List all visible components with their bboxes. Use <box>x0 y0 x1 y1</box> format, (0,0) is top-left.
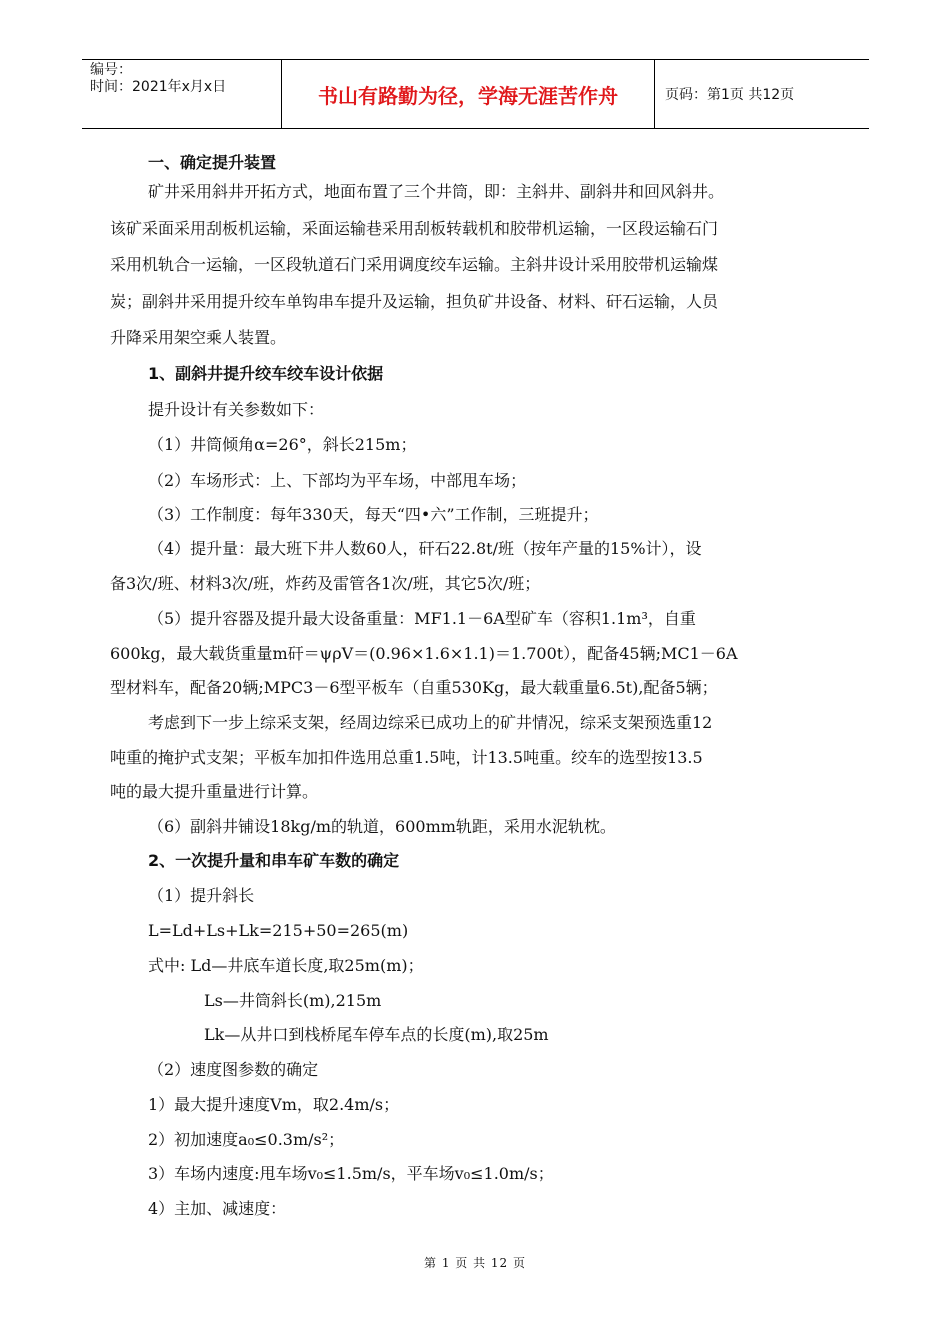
formula-legend: Ls—井筒斜长(m),215m <box>204 991 382 1010</box>
subsection-heading: 1、副斜井提升绞车绞车设计依据 <box>148 364 384 383</box>
paragraph-line: 矿井采用斜井开拓方式，地面布置了三个井筒，即：主斜井、副斜井和回风斜井。 <box>148 182 725 201</box>
list-item: （6）副斜井铺设18kg/m的轨道，600mm轨距，采用水泥轨枕。 <box>148 817 616 836</box>
paragraph-line: 吨的最大提升重量进行计算。 <box>110 782 319 801</box>
list-item-continued: 型材料车，配备20辆;MPC3－6型平板车（自重530Kg，最大载重量6.5t),配备5辆； <box>110 678 718 697</box>
paragraph-line: 采用机轨合一运输，一区段轨道石门采用调度绞车运输。主斜井设计采用胶带机运输煤 <box>110 255 719 274</box>
paragraph-line: （1）提升斜长 <box>148 886 255 905</box>
paragraph-line: 吨重的掩护式支架；平板车加扣件选用总重1.5吨，计13.5吨重。绞车的选型按13.5 <box>110 748 703 767</box>
paragraph-line: 炭；副斜井采用提升绞车单钩串车提升及运输，担负矿井设备、材料、矸石运输，人员 <box>110 292 719 311</box>
paragraph-line: 考虑到下一步上综采支架，经周边综采已成功上的矿井情况，综采支架预选重12 <box>148 713 713 732</box>
list-item: 3）车场内速度:甩车场v₀≤1.5m/s，平车场v₀≤1.0m/s； <box>148 1164 554 1183</box>
list-item-continued: 备3次/班、材料3次/班，炸药及雷管各1次/班，其它5次/班； <box>110 574 541 593</box>
formula-legend: Lk—从井口到栈桥尾车停车点的长度(m),取25m <box>204 1025 549 1044</box>
list-item: （1）井筒倾角α=26°，斜长215m； <box>148 435 417 454</box>
paragraph-line: 升降采用架空乘人装置。 <box>110 328 287 347</box>
list-item: （3）工作制度：每年330天，每天“四•六”工作制，三班提升； <box>148 505 599 524</box>
formula-line: L=Ld+Ls+Lk=215+50=265(m) <box>148 921 409 940</box>
list-item: （5）提升容器及提升最大设备重量：MF1.1－6A型矿车（容积1.1m³，自重 <box>148 609 696 628</box>
list-item: （4）提升量：最大班下井人数60人，矸石22.8t/班（按年产量的15%计），设 <box>148 539 702 558</box>
header-motto: 书山有路勤为径，学海无涯苦作舟 <box>282 60 655 128</box>
list-item-continued: 600kg，最大载货重量m矸＝ψρV＝(0.96×1.6×1.1)＝1.700t），配备45辆;MC1－6A <box>110 644 738 663</box>
page-footer: 第 1 页 共 12 页 <box>424 1256 526 1270</box>
section-heading: 一、确定提升装置 <box>148 153 277 172</box>
paragraph-line: 提升设计有关参数如下： <box>148 400 325 419</box>
subsection-heading: 2、一次提升量和串车矿车数的确定 <box>148 851 400 870</box>
page-header <box>82 59 869 129</box>
paragraph-line: （2）速度图参数的确定 <box>148 1060 319 1079</box>
list-item: 4）主加、减速度： <box>148 1199 287 1218</box>
header-meta <box>82 60 282 128</box>
paragraph-line: 该矿采面采用刮板机运输，采面运输巷采用刮板转载机和胶带机运输，一区段运输石门 <box>110 219 719 238</box>
list-item: （2）车场形式：上、下部均为平车场，中部甩车场； <box>148 471 527 490</box>
list-item: 1）最大提升速度Vm，取2.4m/s； <box>148 1095 400 1114</box>
formula-legend: 式中: Ld—井底车道长度,取25m(m)； <box>148 956 424 975</box>
date-label: 时间：2021年x月x日 <box>90 79 227 95</box>
header-page-info: 页码：第1页 共12页 <box>665 87 795 103</box>
serial-number-label: 编号： <box>90 62 132 78</box>
list-item: 2）初加速度a₀≤0.3m/s²； <box>148 1130 345 1149</box>
